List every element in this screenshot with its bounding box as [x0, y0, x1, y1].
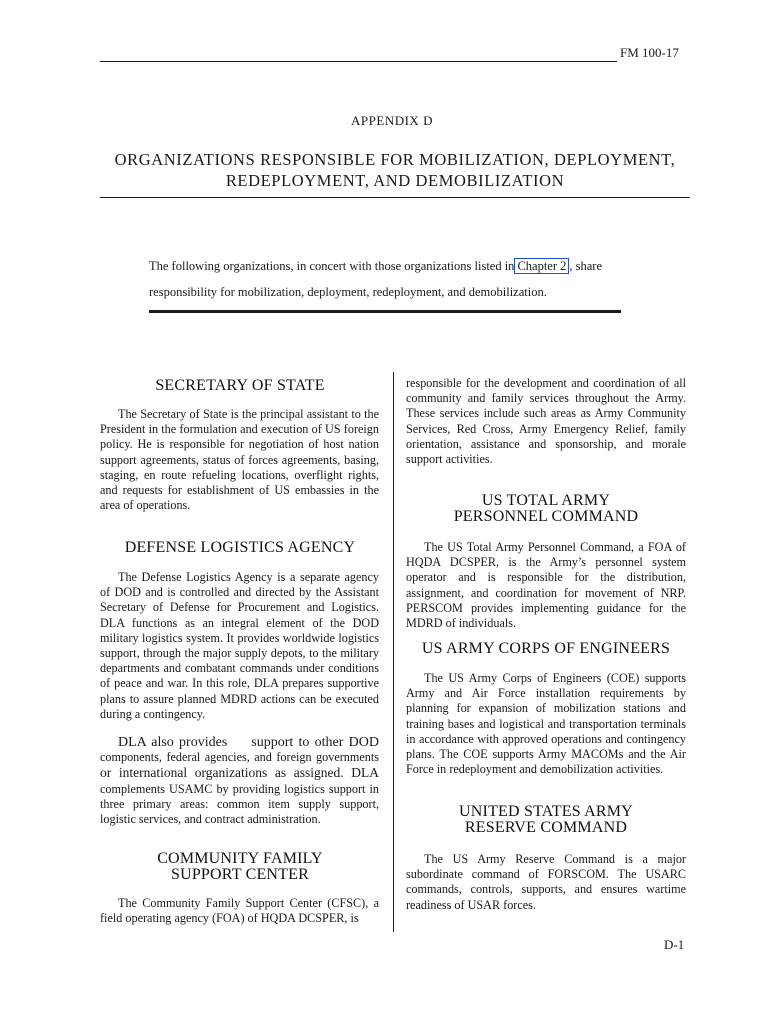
header-rule — [100, 61, 617, 62]
title-rule — [100, 197, 690, 198]
usarc-title-1: UNITED STATES ARMY — [459, 803, 633, 820]
perscom-text — [406, 540, 686, 631]
usarc-text — [406, 852, 686, 913]
perscom-text-body: The US Total Army Personnel Command, a FOA of HQDA DCSPER, is the Army’s personnel system operator and is responsible for the distribution, assignment, and coordination for movement of NRP. PERSCOM provides implementing guidance for the MDRD of individuals. — [406, 540, 686, 631]
secstate-text — [100, 407, 379, 513]
cfsc-title-2: SUPPORT CENTER — [170, 866, 310, 883]
cfsc-title-1: COMMUNITY FAMILY — [157, 850, 323, 867]
dla-text-1 — [100, 570, 379, 722]
intro-line2: responsibility for mobilization, deployment, redeployment, and demobilization. — [149, 285, 547, 299]
dla-text-2 — [100, 735, 379, 827]
coe-text — [406, 671, 686, 777]
cfsc-text — [100, 896, 379, 926]
dla-text-2-d: or international organizations as assigned. DLA — [100, 765, 379, 781]
intro-text-before: The following organizations, in concert with those organizations listed in — [149, 259, 515, 273]
perscom-title-2: PERSONNEL COMMAND — [453, 508, 639, 525]
cfsc-text-body: The Community Family Support Center (CFSC), a field operating agency (FOA) of HQDA DCSPER, is — [100, 896, 379, 926]
appendix-label: APPENDIX D — [351, 113, 433, 128]
intro-text-after: , share — [569, 259, 603, 273]
page-number: D-1 — [664, 937, 685, 952]
intro-line1 — [149, 259, 602, 274]
secstate-text-body: The Secretary of State is the principal assistant to the President in the formulation and execution of US foreign policy. He is responsible for negotiation of host nation support agreements, status of forces agreements, basing, staging, en route refueling locations, overflight rights, and requests for establishment of US embassies in the area of operations. — [100, 407, 379, 513]
dla-title: DEFENSE LOGISTICS AGENCY — [124, 539, 356, 556]
doc-id: FM 100-17 — [620, 45, 679, 60]
dla-text-2-e: complements USAMC by providing logistics support in three primary areas: common item supply support, logistic services, and contract administration. — [100, 781, 379, 827]
intro-thick-rule — [149, 310, 621, 313]
usarc-title-2: RESERVE COMMAND — [464, 819, 628, 836]
dla-text-2-b: support to other DOD — [251, 735, 379, 750]
secstate-title: SECRETARY OF STATE — [155, 377, 325, 394]
dla-text-2-c: components, federal agencies, and foreign governments — [100, 750, 379, 765]
chapter-2-link[interactable]: Chapter 2 — [514, 258, 569, 274]
main-title-line2: REDEPLOYMENT, AND DEMOBILIZATION — [225, 171, 565, 190]
coe-text-body: The US Army Corps of Engineers (COE) supports Army and Air Force installation requirements by planning for expansion of mobilization stations and training bases and logistical and transportation terminals in accordance with approved operations and contingency plans. The COE supports Army MACOMs and the Air Force in redeployment and demobilization activities. — [406, 671, 686, 777]
main-title-line1: ORGANIZATIONS RESPONSIBLE FOR MOBILIZATION, DEPLOYMENT, — [114, 150, 676, 169]
perscom-title-1: US TOTAL ARMY — [481, 492, 611, 509]
usarc-text-body: The US Army Reserve Command is a major subordinate command of FORSCOM. The USARC commands, controls, supports, and ensures wartime readiness of USAR forces. — [406, 852, 686, 912]
cfsc-continued-text: responsible for the development and coordination of all community and family services throughout the Army. These services include such areas as Army Community Services, Red Cross, Army Emergency Relief, family orientation, assistance and sponsorship, and morale support activities. — [406, 376, 686, 467]
dla-text-2-a: DLA also provides — [118, 735, 228, 750]
dla-text-1-body: The Defense Logistics Agency is a separate agency of DOD and is controlled and directed by the Assistant Secretary of Defense for Procurement and Logistics. DLA functions as an integral element of the DOD military logistics system. It provides worldwide logistics support, through the major supply depots, to the military departments and combatant commands under conditions of peace and war. In this role, DLA prepares supportive plans to assure planned MDRD actions can be executed during a contingency. — [100, 570, 379, 721]
coe-title: US ARMY CORPS OF ENGINEERS — [421, 640, 671, 657]
column-divider — [393, 372, 394, 932]
